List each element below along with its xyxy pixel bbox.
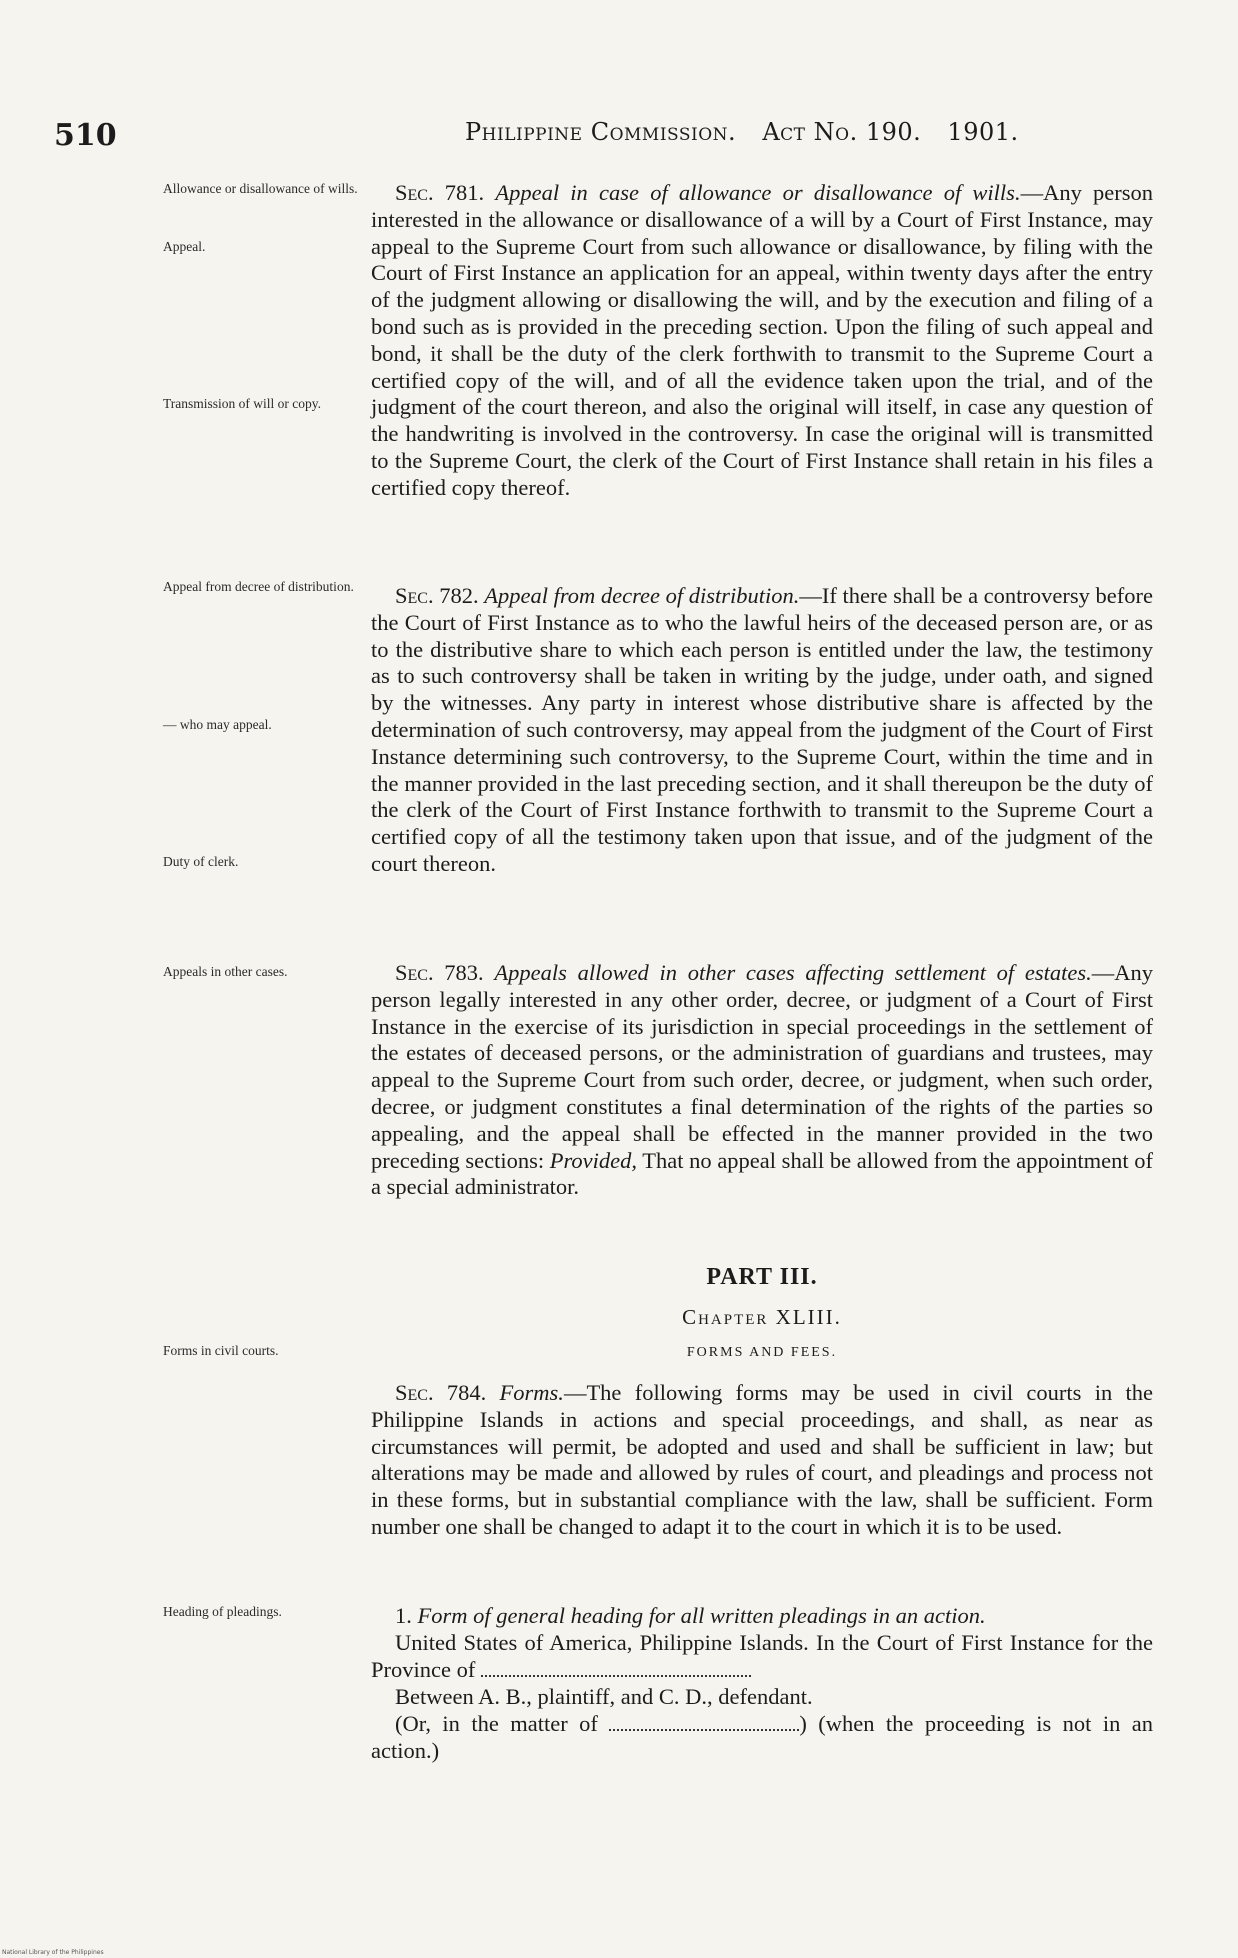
section-784 [371, 1380, 1153, 1541]
form-1-line-2: Between A. B., plaintiff, and C. D., defendant. [395, 1684, 813, 1709]
chapter-title: Chapter XLIII. [682, 1305, 842, 1329]
margin-note-who-may-appeal: — who may appeal. [163, 717, 272, 732]
section-784-title: Forms. [499, 1380, 564, 1405]
form-1-line-3b: ) (when the proceeding is not in an action.) [371, 1711, 1153, 1763]
form-1-heading [371, 1603, 1153, 1630]
margin-note-appeal: Appeal. [163, 239, 206, 254]
section-783-proviso-text: That no appeal shall be allowed from the appointment of a special administrator. [371, 1147, 1154, 1200]
margin-note-forms-civil: Forms in civil courts. [163, 1343, 279, 1358]
margin-note-appeals-other: Appeals in other cases. [163, 964, 288, 979]
section-782-title: Appeal from decree of distribution. [484, 583, 800, 608]
section-783-number: Sec. 783. [395, 960, 484, 985]
section-783-proviso-word: Provided, [549, 1147, 638, 1173]
section-783 [371, 960, 1153, 1201]
section-782-text: —If there shall be a controversy before the Court of First Instance as to who the lawful heirs of the deceased person are, or as to the distributive share to which each person is entitled under the law, the testimony as to such controversy shall be taken in writing by the judge, under oath, and signed by the witnesses. Any party in interest whose distributive share is affected by the determination of such controversy, may appeal from the judgment of the Court of First Instance determining such controversy, to the Supreme Court, within the time and in the manner provided in the last preceding section, and it shall thereupon be the duty of the clerk of the Court of First Instance forthwith to transmit to the Supreme Court a certified copy of all the testimony taken upon that issue, and of the judgment of the court thereon. [371, 583, 1153, 876]
section-783-text: —Any person legally interested in any other order, decree, or judgment of a Court of First Instance in the exercise of its jurisdiction in special proceedings in the settlement of the estates of deceased persons, or the administration of guardians and trustees, may appeal to the Supreme Court from such order, decree, or judgment, when such order, decree, or judgment constitutes a final determination of the rights of the parties so appealing, and the appeal shall be effected in the manner provided in the two preceding sections: [371, 960, 1154, 1173]
form-1-number: 1. [395, 1603, 412, 1628]
form-1-line-1 [371, 1630, 1153, 1684]
section-784-text: —The following forms may be used in civil courts in the Philippine Islands in actions and special proceedings, and shall, as near as circumstances will permit, be adopted and used and shall be sufficient in law; but alterations may be made and allowed by rules of court, and pleadings and process not in these forms, but in substantial compliance with the law, shall be sufficient. Form number one shall be changed to adapt it to the court in which it is to be used. [371, 1380, 1153, 1539]
form-1-line-3a: (Or, in the matter of [395, 1711, 598, 1736]
section-783-title: Appeals allowed in other cases affecting settlement of estates. [494, 960, 1092, 985]
form-1-title: Form of general heading for all written pleadings in an action. [417, 1603, 986, 1628]
section-782-number: Sec. 782. [395, 583, 479, 608]
header-act: Act No. 190. [762, 118, 922, 146]
page-number: 510 [54, 118, 117, 153]
margin-note-duty-clerk: Duty of clerk. [163, 854, 239, 869]
blank-line [609, 1715, 799, 1731]
footer-credit: National Library of the Philippines [2, 1949, 104, 1956]
margin-note-appeal-decree: Appeal from decree of distribution. [163, 579, 354, 594]
margin-note-heading-pleadings: Heading of pleadings. [163, 1604, 282, 1619]
margin-note-transmission: Transmission of will or copy. [163, 396, 322, 411]
chapter-subtitle: FORMS AND FEES. [686, 1345, 838, 1360]
running-header [465, 118, 1037, 146]
section-782 [371, 583, 1153, 878]
form-1-line-1-text: United States of America, Philippine Islands. In the Court of First Instance for the Province of [371, 1630, 1153, 1682]
form-1-line-3 [371, 1711, 1153, 1765]
header-year: 1901. [947, 118, 1019, 146]
section-781-number: Sec. 781. [395, 180, 485, 205]
header-title: Philippine Commission. [465, 118, 737, 146]
blank-line [481, 1661, 751, 1677]
part-title: PART III. [706, 1264, 818, 1290]
section-781-title: Appeal in case of allowance or disallowance of wills. [495, 180, 1021, 205]
section-781 [371, 180, 1153, 502]
section-784-number: Sec. 784. [395, 1380, 487, 1405]
margin-note-allowance: Allowance or disallowance of wills. [163, 181, 358, 196]
section-781-text: —Any person interested in the allowance or disallowance of a will by a Court of First Instance, may appeal to the Supreme Court from such allowance or disallowance, by filing with the Court of First Instance an application for an appeal, within twenty days after the entry of the judgment allowing or disallowing the will, and by the execution and filing of a bond such as is provided in the preceding section. Upon the filing of such appeal and bond, it shall be the duty of the clerk forthwith to transmit to the Supreme Court a certified copy of the will, and of all the evidence taken upon the trial, and of the judgment of the court thereon, and also the original will itself, in case any question of the handwriting is involved in the controversy. In case the original will is transmitted to the Supreme Court, the clerk of the Court of First Instance shall retain in his files a certified copy thereof. [371, 180, 1154, 500]
